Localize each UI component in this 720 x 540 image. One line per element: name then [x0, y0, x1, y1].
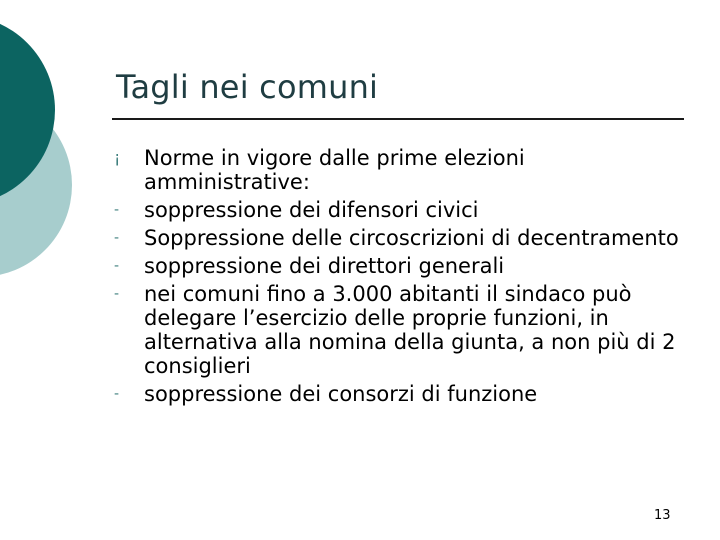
dash-bullet-icon: -: [114, 202, 120, 218]
circle-bullet-icon: ¡: [114, 148, 121, 167]
dash-bullet-icon: -: [114, 258, 120, 274]
dash-bullet-icon: -: [114, 386, 120, 402]
bullet-list: [114, 146, 694, 410]
title-divider: [112, 118, 684, 120]
list-item-text: Norme in vigore dalle prime elezioni amministrative:: [144, 146, 525, 194]
list-item-text: soppressione dei direttori generali: [144, 254, 505, 278]
list-item: [114, 254, 694, 278]
dash-bullet-icon: -: [114, 230, 120, 246]
list-item-text: soppressione dei consorzi di funzione: [144, 382, 538, 406]
list-item-text: nei comuni fino a 3.000 abitanti il sindaco può delegare l’esercizio delle proprie funzioni, in alternativa alla nomina della giunta, a non più di 2 consiglieri: [144, 282, 676, 378]
list-item: [114, 226, 694, 250]
list-item: [114, 198, 694, 222]
decorative-circles: [0, 0, 120, 300]
list-item-text: soppressione dei difensori civici: [144, 198, 479, 222]
page-number: 13: [654, 508, 671, 523]
list-item: [114, 282, 694, 378]
list-item: [114, 146, 694, 194]
list-item-text: Soppressione delle circoscrizioni di decentramento: [144, 226, 679, 250]
list-item: [114, 382, 694, 406]
slide-title: Tagli nei comuni: [116, 68, 379, 106]
dash-bullet-icon: -: [114, 286, 120, 302]
